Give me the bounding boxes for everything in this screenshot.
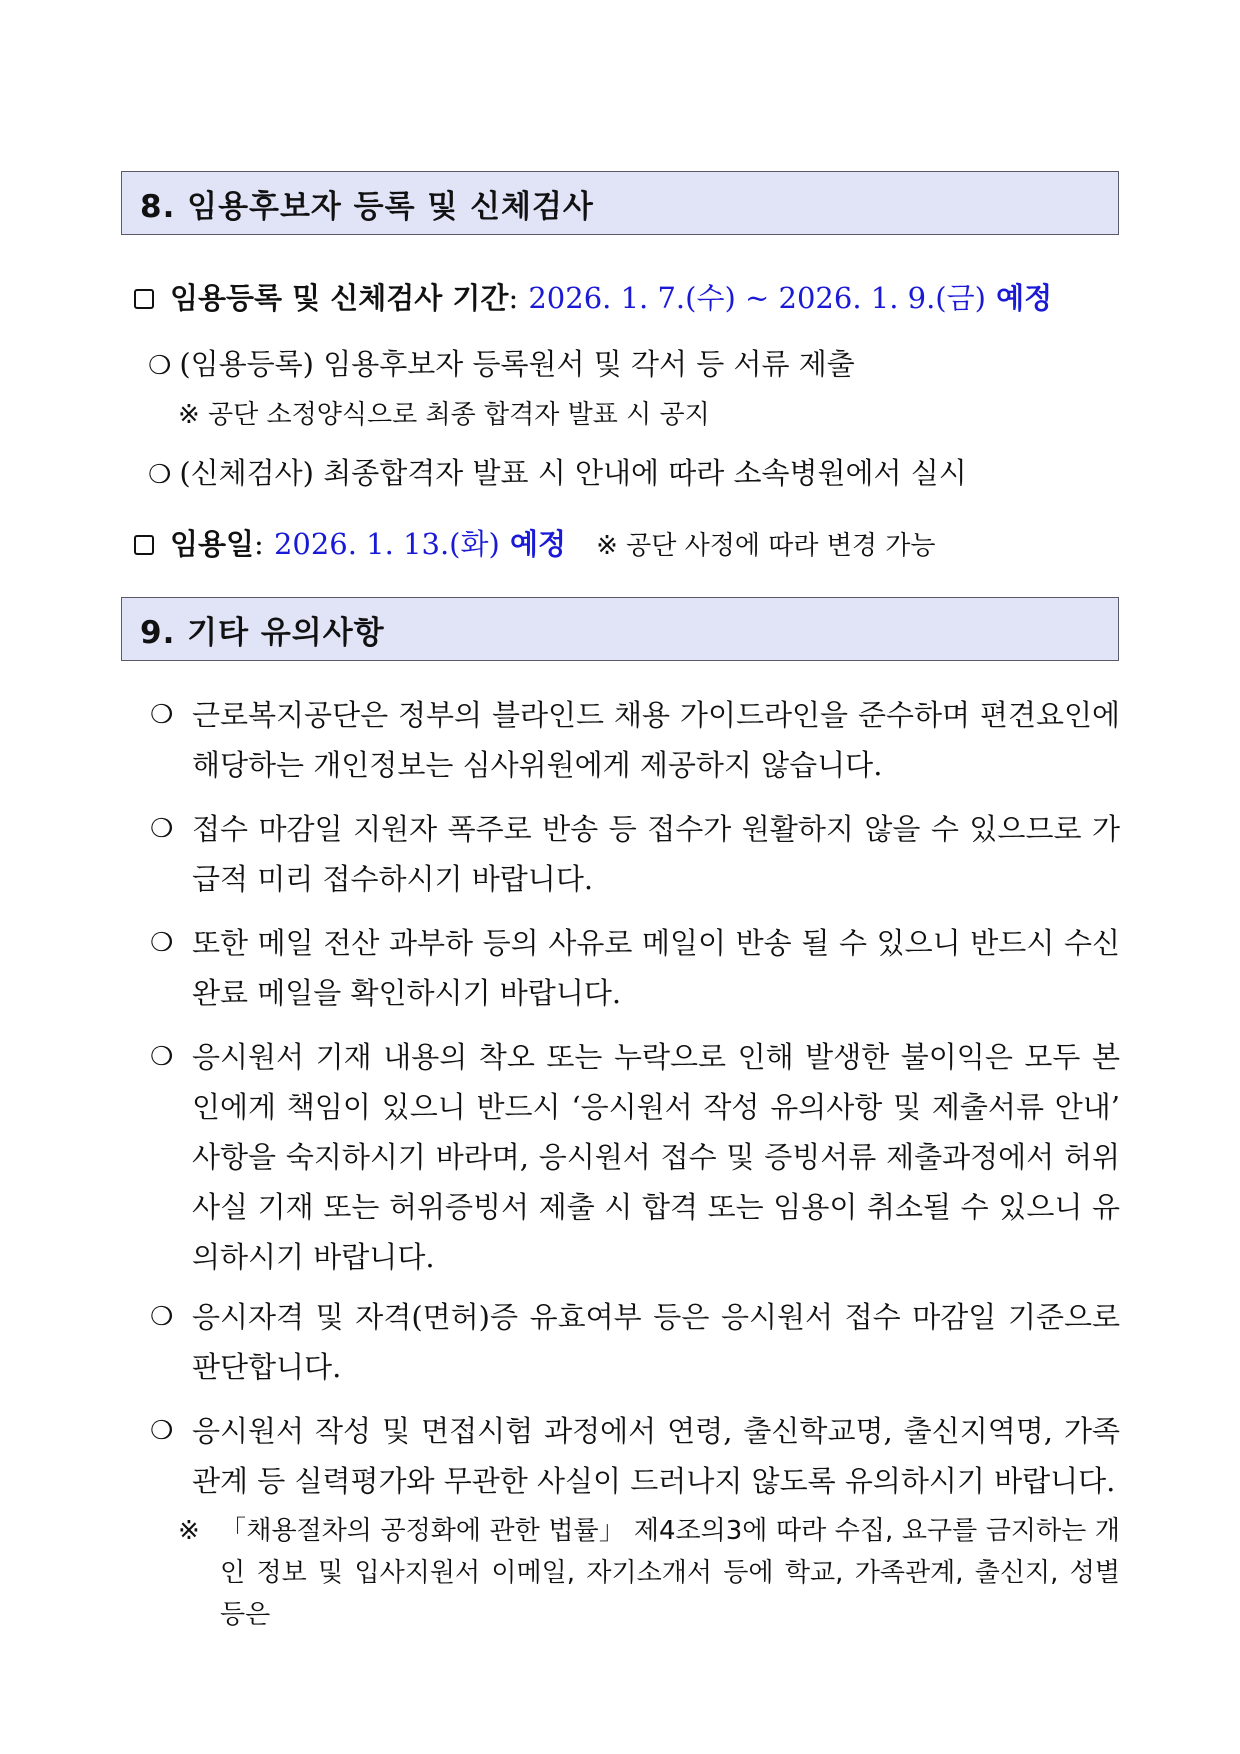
registration-note: ※ 공단 소정양식으로 최종 합격자 발표 시 공지 — [178, 400, 710, 430]
circle-bullet-icon: ❍ — [150, 1302, 174, 1332]
law-note-text: 「채용절차의 공정화에 관한 법률」 제4조의3에 따라 수집, 요구를 금지하는 개인 정보 및 입사지원서 이메일, 자기소개서 등에 학교, 가족관계, 출신지, 성별 등은 — [220, 1516, 1120, 1630]
medical-item — [148, 451, 967, 492]
checkbox-square-icon — [134, 289, 154, 309]
period-value: 2026. 1. 7.(수) ~ 2026. 1. 9.(금) — [528, 281, 986, 315]
registration-item — [148, 342, 855, 383]
period-tail: 예정 — [996, 281, 1053, 315]
medical-text: (신체검사) 최종합격자 발표 시 안내에 따라 소속병원에서 실시 — [179, 456, 967, 490]
notice-item — [150, 1292, 1120, 1392]
circle-bullet-icon: ❍ — [148, 351, 172, 381]
notice-text: 응시원서 기재 내용의 착오 또는 누락으로 인해 발생한 불이익은 모두 본인에게 책임이 있으니 반드시 ‘응시원서 작성 유의사항 및 제출서류 안내’ 사항을 숙지하시기 바라며, 응시원서 접수 및 증빙서류 제출과정에서 허위사실 기재 또는 허위증빙서 제출 시 합격 또는 임용이 취소될 수 있으니 유의하시기 바랍니다. — [192, 1040, 1120, 1274]
circle-bullet-icon: ❍ — [150, 928, 174, 958]
section-8-title: 8. 임용후보자 등록 및 신체검사 — [140, 188, 594, 225]
appointment-label: 임용일 — [170, 527, 255, 561]
appointment-tail: 예정 — [509, 527, 566, 561]
circle-bullet-icon: ❍ — [150, 700, 174, 730]
checkbox-square-icon — [134, 535, 154, 555]
appointment-value: 2026. 1. 13.(화) — [273, 527, 500, 561]
appointment-line — [134, 522, 935, 563]
law-note — [178, 1510, 1120, 1636]
notice-text: 접수 마감일 지원자 폭주로 반송 등 접수가 원활하지 않을 수 있으므로 가급적 미리 접수하시기 바랍니다. — [192, 812, 1120, 896]
section-8-header — [121, 171, 1119, 235]
notice-text: 응시자격 및 자격(면허)증 유효여부 등은 응시원서 접수 마감일 기준으로 판단합니다. — [192, 1300, 1120, 1384]
reference-mark-icon: ※ — [178, 1516, 200, 1546]
circle-bullet-icon: ❍ — [150, 1042, 174, 1072]
notice-item — [150, 804, 1120, 904]
notice-text: 근로복지공단은 정부의 블라인드 채용 가이드라인을 준수하며 편견요인에 해당하는 개인정보는 심사위원에게 제공하지 않습니다. — [192, 698, 1120, 782]
notice-item — [150, 918, 1120, 1018]
appointment-colon: : — [254, 527, 264, 561]
circle-bullet-icon: ❍ — [148, 460, 172, 490]
circle-bullet-icon: ❍ — [150, 814, 174, 844]
section-9-header — [121, 597, 1119, 661]
period-colon: : — [508, 281, 519, 315]
notice-item — [150, 1032, 1120, 1282]
notice-item — [150, 690, 1120, 790]
circle-bullet-icon: ❍ — [150, 1416, 174, 1446]
notice-text: 응시원서 작성 및 면접시험 과정에서 연령, 출신학교명, 출신지역명, 가족관계 등 실력평가와 무관한 사실이 드러나지 않도록 유의하시기 바랍니다. — [192, 1414, 1120, 1498]
notice-item — [150, 1406, 1120, 1506]
appointment-note: ※ 공단 사정에 따라 변경 가능 — [596, 531, 936, 561]
period-label: 임용등록 및 신체검사 기간 — [170, 281, 509, 315]
registration-text: (임용등록) 임용후보자 등록원서 및 각서 등 서류 제출 — [179, 347, 855, 381]
period-line — [134, 276, 1052, 317]
section-9-title: 9. 기타 유의사항 — [140, 614, 385, 651]
notice-text: 또한 메일 전산 과부하 등의 사유로 메일이 반송 될 수 있으니 반드시 수신 완료 메일을 확인하시기 바랍니다. — [192, 926, 1120, 1010]
